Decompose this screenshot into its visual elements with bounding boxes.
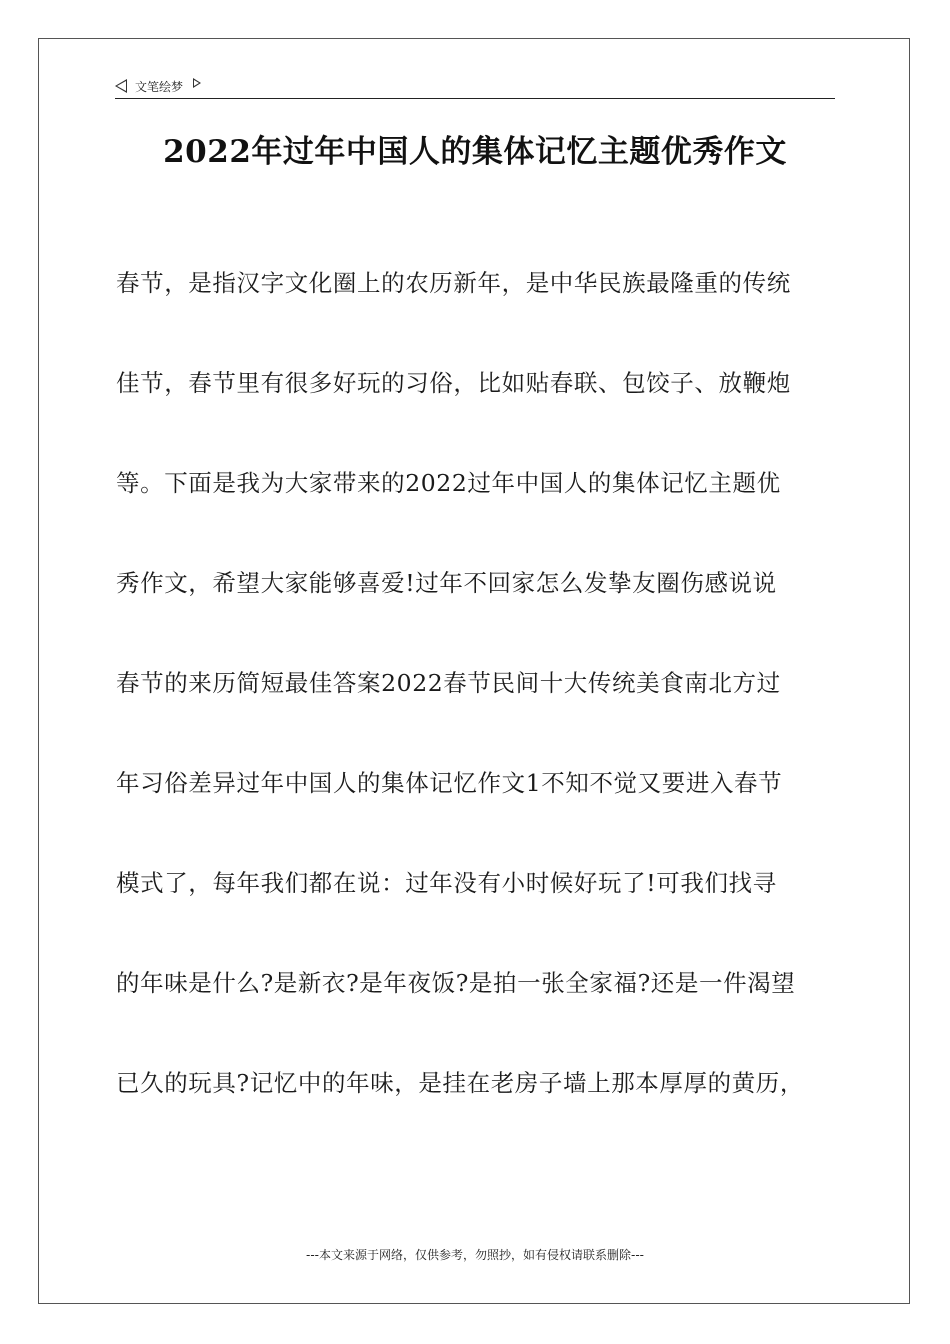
page-header	[115, 74, 835, 99]
body-line: 秀作文，希望大家能够喜爱!过年不回家怎么发挚友圈伤感说说	[116, 569, 777, 597]
body-line: 年习俗差异过年中国人的集体记忆作文1不知不觉又要进入春节	[116, 769, 783, 797]
triangle-right-icon	[193, 78, 201, 88]
body-line: 模式了，每年我们都在说：过年没有小时候好玩了!可我们找寻	[116, 869, 777, 897]
body-line: 佳节，春节里有很多好玩的习俗，比如贴春联、包饺子、放鞭炮	[116, 369, 791, 397]
footer-disclaimer: ---本文来源于网络，仅供参考，勿照抄，如有侵权请联系删除---	[306, 1248, 644, 1262]
document-body	[116, 260, 836, 1160]
body-line: 的年味是什么?是新衣?是年夜饭?是拍一张全家福?还是一件渴望	[116, 969, 796, 997]
document-title: 2022年过年中国人的集体记忆主题优秀作文	[163, 134, 787, 170]
body-line: 春节，是指汉字文化圈上的农历新年，是中华民族最隆重的传统	[116, 269, 791, 297]
body-line: 春节的来历简短最佳答案2022春节民间十大传统美食南北方过	[116, 669, 781, 697]
triangle-left-icon	[115, 79, 127, 93]
body-line: 等。下面是我为大家带来的2022过年中国人的集体记忆主题优	[116, 469, 781, 497]
brand-label: 文笔绘梦	[135, 79, 184, 94]
body-line: 已久的玩具?记忆中的年味，是挂在老房子墙上那本厚厚的黄历，	[116, 1069, 804, 1097]
